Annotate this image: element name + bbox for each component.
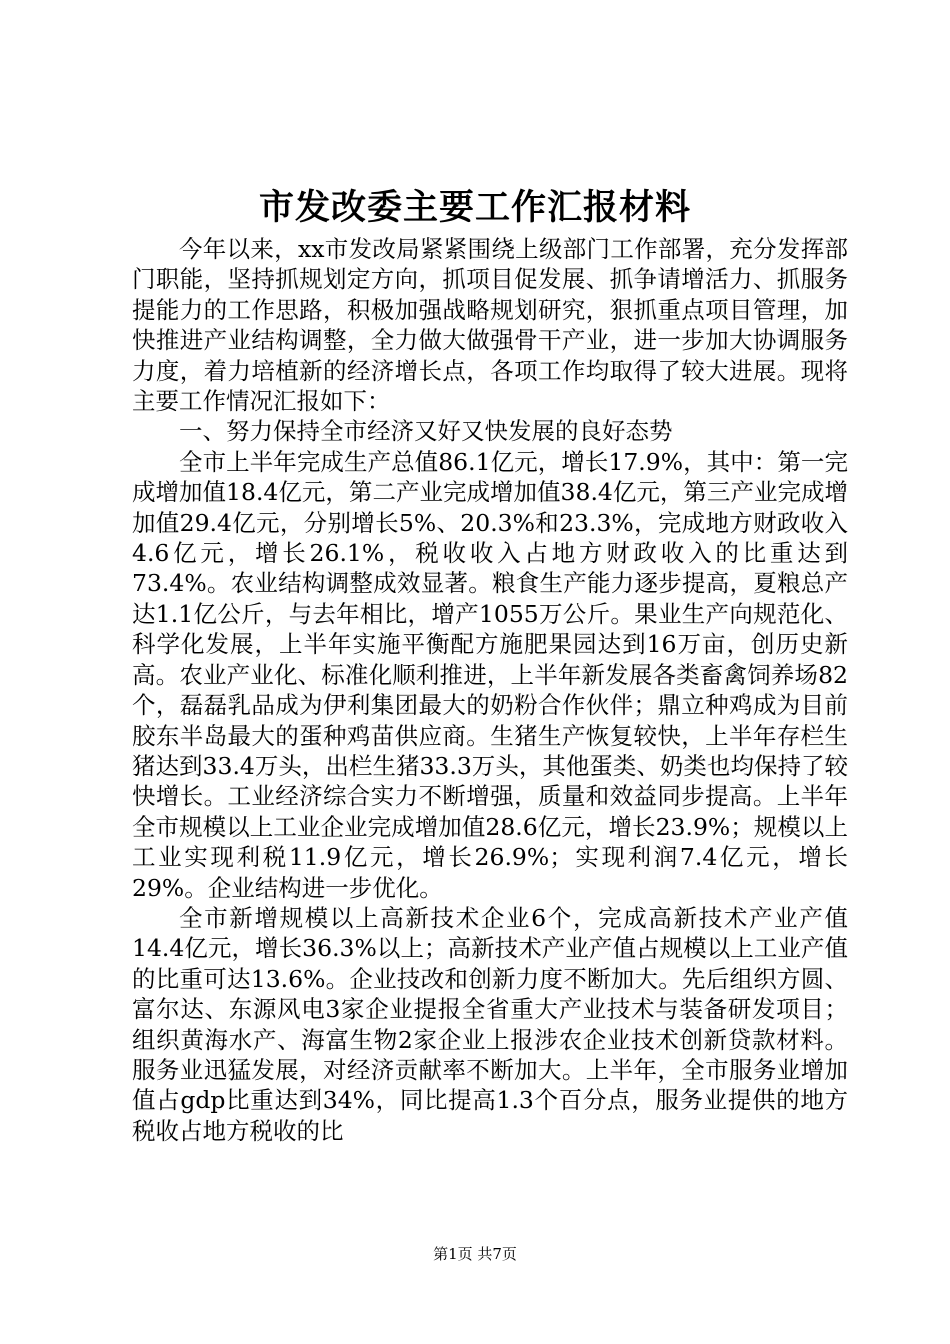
- section-heading-1: 一、努力保持全市经济又好又快发展的良好态势: [179, 417, 673, 446]
- paragraph-economy: 全市上半年完成生产总值86.1亿元，增长17.9%，其中：第一完成增加值18.4亿元，第二产业完成增加值38.4亿元，第三产业完成增加值29.4亿元，分别增长5%、20.3%和23.3%，完成地方财政收入4.6亿元，增长26.1%，税收收入占地方财政收入的比重达到73.4%。农业结构调整成效显著。粮食生产能力逐步提高，夏粮总产达1.1亿公斤，与去年相比，增产1055万公斤。果业生产向规范化、科学化发展，上半年实施平衡配方施肥果园达到16万亩，创历史新高。农业产业化、标准化顺利推进，上半年新发展各类畜禽饲养场82个，磊磊乳品成为伊利集团最大的奶粉合作伙伴；鼎立种鸡成为目前胶东半岛最大的蛋种鸡苗供应商。生猪生产恢复较快，上半年存栏生猪达到33.4万头，出栏生猪33.3万头，其他蛋类、奶类也均保持了较快增长。工业经济综合实力不断增强，质量和效益同步提高。上半年全市规模以上工业企业完成增加值28.6亿元，增长23.9%；规模以上工业实现利税11.9亿元，增长26.9%；实现利润7.4亿元，增长29%。企业结构进一步优化。: [132, 447, 848, 902]
- paragraph-intro: 今年以来，xx市发改局紧紧围绕上级部门工作部署，充分发挥部门职能，坚持抓规划定方向，抓项目促发展、抓争请增活力、抓服务提能力的工作思路，积极加强战略规划研究，狠抓重点项目管理，加快推进产业结构调整，全力做大做强骨干产业，进一步加大协调服务力度，着力培植新的经济增长点，各项工作均取得了较大进展。现将主要工作情况汇报如下：: [132, 235, 848, 416]
- document-body: [132, 234, 848, 1146]
- document-title: 市发改委主要工作汇报材料: [258, 187, 691, 228]
- paragraph-hightech: 全市新增规模以上高新技术企业6个，完成高新技术产业产值14.4亿元，增长36.3%以上；高新技术产业产值占规模以上工业产值的比重可达13.6%。企业技改和创新力度不断加大。先后组织方圆、富尔达、东源风电3家企业提报全省重大产业技术与装备研发项目；组织黄海水产、海富生物2家企业上报涉农企业技术创新贷款材料。服务业迅猛发展，对经济贡献率不断加大。上半年，全市服务业增加值占gdp比重达到34%，同比提高1.3个百分点，服务业提供的地方税收占地方税收的比: [132, 903, 848, 1145]
- page-number: 第1页: [433, 1245, 473, 1263]
- page-total: 共7页: [477, 1245, 517, 1263]
- page-footer: [0, 1244, 950, 1264]
